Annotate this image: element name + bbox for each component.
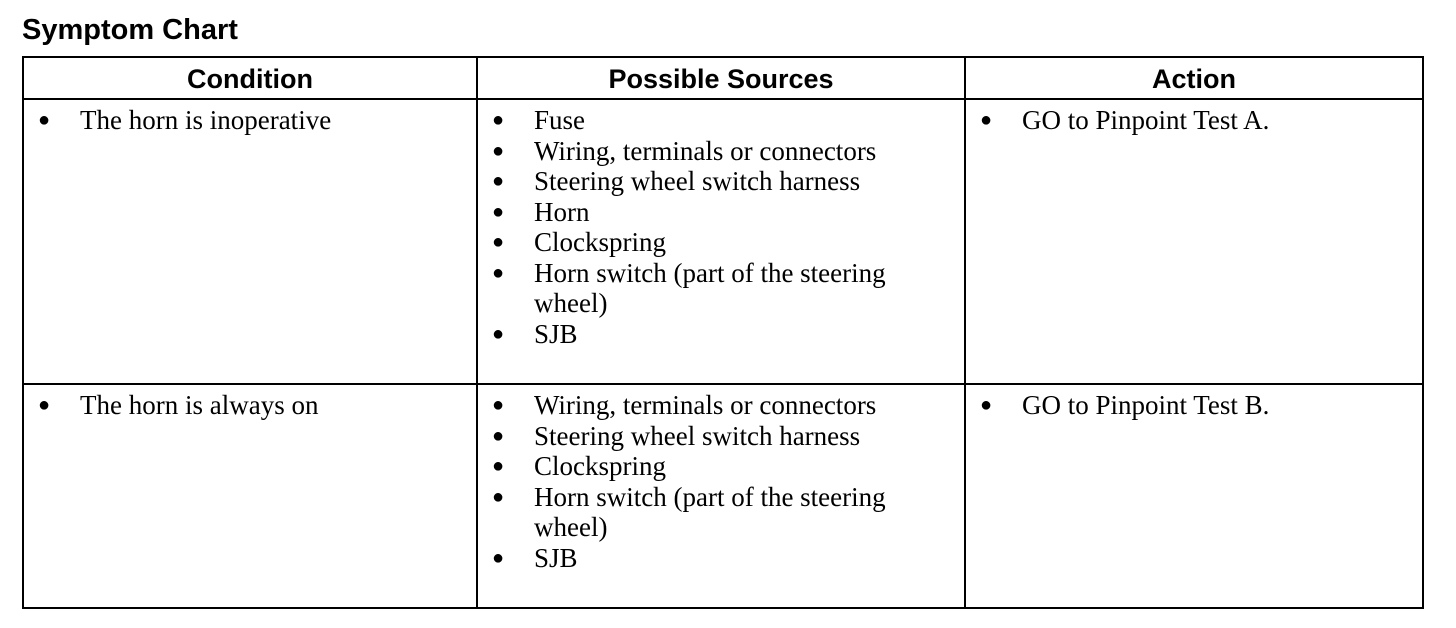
list-item: ● Wiring, terminals or connectors [492,135,877,166]
column-header-possible-sources: Possible Sources [477,57,965,99]
symptom-table [22,56,1424,609]
list-item: ● SJB [492,318,578,349]
bullet-icon: ● [492,424,505,447]
sources-cell [477,99,965,384]
bullet-icon: ● [492,322,505,345]
bullet-icon: ● [980,109,993,131]
list-item: ● Steering wheel switch harness [492,420,861,451]
list-item: ● The horn is always on [38,390,319,420]
bullet-icon: ● [492,139,505,162]
list-item: ● Wiring, terminals or connectors [492,390,877,420]
list-item: ● GO to Pinpoint Test A. [980,105,1270,135]
column-header-condition: Condition [23,57,477,99]
list-item: ● Steering wheel switch harness [492,166,861,196]
bullet-icon: ● [980,394,993,416]
sources-cell [477,384,965,608]
list-item: ● Fuse [492,105,586,135]
bullet-icon: ● [492,546,505,569]
bullet-icon: ● [492,485,505,508]
bullet-icon: ● [492,109,505,131]
bullet-icon: ● [492,394,505,416]
list-item: ● Clockspring [492,227,666,257]
table-header-row [23,57,1423,99]
bullet-icon: ● [492,231,505,253]
list-item: ● SJB [492,542,578,573]
condition-cell [23,384,477,608]
page-title: Symptom Chart [22,14,238,46]
list-item: ● The horn is inoperative [38,105,332,135]
bullet-icon: ● [492,200,505,223]
bullet-icon: ● [38,109,51,131]
bullet-icon: ● [492,170,505,192]
list-item: ● Horn switch (part of the steering wheel) [492,257,886,318]
bullet-icon: ● [492,455,505,477]
condition-cell [23,99,477,384]
list-item: ● Horn [492,196,590,227]
table-row [23,99,1423,384]
list-item: ● Clockspring [492,451,666,481]
list-item: ● GO to Pinpoint Test B. [980,390,1270,420]
column-header-action: Action [965,57,1423,99]
action-cell [965,99,1423,384]
action-cell [965,384,1423,608]
table-row [23,384,1423,608]
bullet-icon: ● [38,394,51,416]
bullet-icon: ● [492,261,505,284]
list-item: ● Horn switch (part of the steering wheel) [492,481,886,542]
